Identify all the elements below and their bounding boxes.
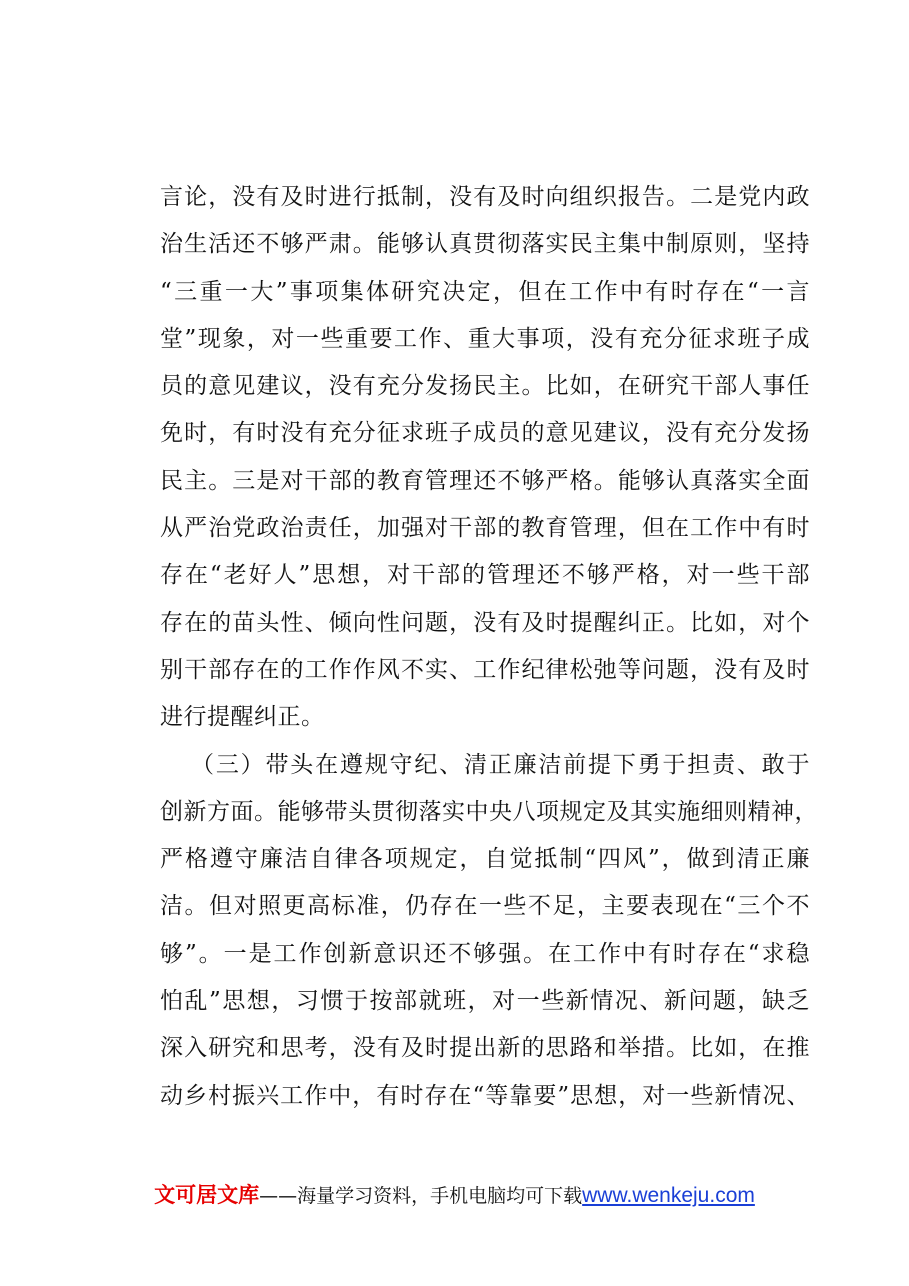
text-line: 别干部存在的工作作风不实、工作纪律松弛等问题，没有及时 <box>160 656 810 683</box>
text-line: 动乡村振兴工作中，有时存在“等靠要”思想，对一些新情况、 <box>160 1082 810 1109</box>
text-line: 深入研究和思考，没有及时提出新的思路和举措。比如，在推 <box>160 1035 810 1062</box>
body-text <box>160 174 818 1120</box>
text-line: 堂”现象，对一些重要工作、重大事项，没有充分征求班子成 <box>160 325 810 352</box>
text-line: 存在的苗头性、倾向性问题，没有及时提醒纠正。比如，对个 <box>160 609 810 636</box>
text-line: 言论，没有及时进行抵制，没有及时向组织报告。二是党内政 <box>160 184 810 210</box>
text-line: “三重一大”事项集体研究决定，但在工作中有时存在“一言 <box>160 278 810 305</box>
text-line: 治生活还不够严肃。能够认真贯彻落实民主集中制原则，坚持 <box>160 231 810 258</box>
text-line: 进行提醒纠正。 <box>160 704 325 731</box>
text-line: 创新方面。能够带头贯彻落实中央八项规定及其实施细则精神， <box>160 798 818 825</box>
footer-slogan: ——海量学习资料，手机电脑均可下载 <box>259 1185 583 1207</box>
text-line: 从严治党政治责任，加强对干部的教育管理，但在工作中有时 <box>160 515 810 542</box>
text-line: 洁。但对照更高标准，仍存在一些不足，主要表现在“三个不 <box>160 893 810 920</box>
text-line: 民主。三是对干部的教育管理还不够严格。能够认真落实全面 <box>160 467 810 494</box>
text-line: 严格遵守廉洁自律各项规定，自觉抵制“四风”，做到清正廉 <box>160 846 810 873</box>
text-line: （三）带头在遵规守纪、清正廉洁前提下勇于担责、敢于 <box>191 751 810 778</box>
text-line: 怕乱”思想，习惯于按部就班，对一些新情况、新问题，缺乏 <box>160 988 810 1015</box>
text-line: 员的意见建议，没有充分发扬民主。比如，在研究干部人事任 <box>160 373 810 400</box>
footer-brand: 文可居文库 <box>154 1183 260 1207</box>
footer-banner <box>0 1180 909 1211</box>
footer-url-link[interactable]: www.wenkeju.com <box>582 1184 755 1207</box>
text-line: 免时，有时没有充分征求班子成员的意见建议，没有充分发扬 <box>160 420 810 447</box>
text-line: 够”。一是工作创新意识还不够强。在工作中有时存在“求稳 <box>160 940 810 967</box>
text-line: 存在“老好人”思想，对干部的管理还不够严格，对一些干部 <box>160 562 810 589</box>
